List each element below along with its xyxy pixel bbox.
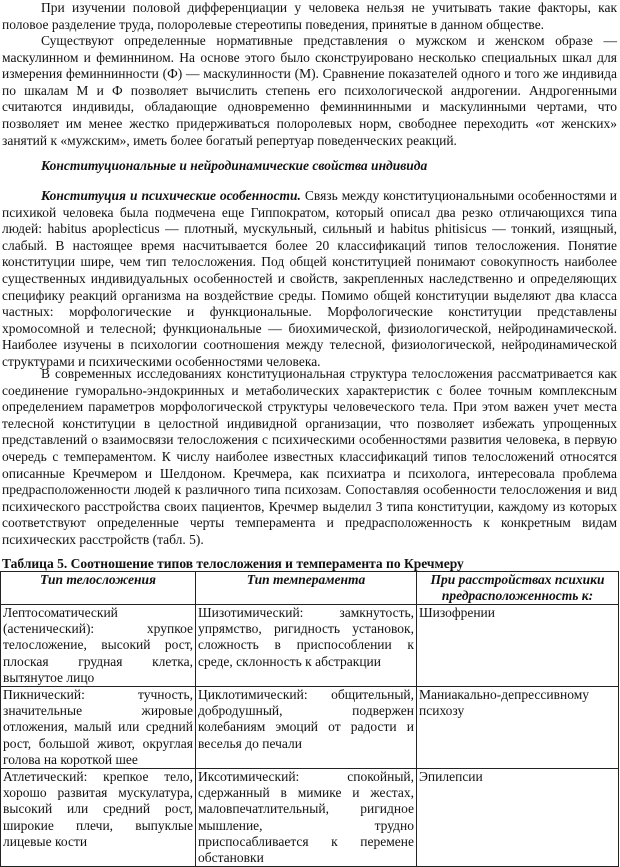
table-cell: Иксотимический: спокойный, сдержанный в мимике и жестах, маловпечатлительный, ригидное мышление, трудно приспосабливается к перемене обстановки: [196, 769, 417, 867]
table-row: [1, 687, 619, 769]
table-header-row: [1, 572, 619, 605]
paragraph-masculinity-femininity: Существуют определенные нормативные представления о мужском и женском образе — маскулинном и феминнином. На основе этого было сконструировано несколько специальных шкал для измерения феминнинности (Ф) — маскулинности (М). Сравнение показателей одного и того же индивида по шкалам М и Ф позволяет вычислить степень его психологической андрогении. Андрогенными считаются индивиды, обладающие одновременно феминнинными и маскулинными чертами, что позволяет им менее жестко придерживаться полоролевых норм, свободнее переходить «от женских» занятий к «мужским», иметь более богатый репертуар поведенческих реакций.: [2, 33, 617, 148]
paragraph-kretschmer: В современных исследованиях конституциональная структура телосложения рассматривается как соединение гуморально-эндокринных и метаболических характеристик с более точным комплексным определением параметров морфологической структуры человеческого тела. При этом важен учет места телесной конституции в целостной индивидной организации, что позволяет избежать упрощенных представлений о взаимосвязи телосложения с психическими особенностями развития человека, в первую очередь с темпераментом. К числу наиболее известных классификаций типов телосложений относятся описанные Кречмером и Шелдоном. Кречмера, как психиатра и психолога, интересовала проблема предрасположенности людей к различного типа психозам. Сопоставляя особенности телосложения и вид психического расстройства своих пациентов, Кречмер выделил 3 типа конституции, каждому из которых соответствуют определенные черты темперамента и предрасположенность к конкретным видам психических расстройств (табл. 5).: [2, 366, 617, 547]
paragraph-body: Связь между конституциональными особенностями и психикой человека была подмечена еще Гиппократом, который описал два резко отличающихся типа людей: habitus apoplecticus — плотный, мускульный, сильный и habitus phitisicus — тонкий, изящный, слабый. В настоящее время насчитывается более 20 классификаций типов телосложения. Понятие конституции шире, чем тип телосложения. Под общей конституцией понимают совокупность наиболее существенных индивидуальных особенностей и свойств, закрепленных наследственно и определяющих специфику реакций организма на воздействие среды. Помимо общей конституции выделяют два класса частных: морфологические и функциональные. Морфологические конституции представлены хромосомной и телесной; функциональные — биохимической, физиологической, нейродинамической. Наиболее изучены в психологии соотношения между телесной, физиологической, нейродинамической структурами и психическими особенностями человека.: [2, 188, 617, 369]
table-cell: Пикнический: тучность, значительные жировые отложения, малый или средний рост, большой живот, округлая голова на короткой шее: [1, 687, 196, 769]
table-cell: Шизотимический: замкнутость, упрямство, ригидность установок, сложность в приспособлении к среде, склонность к абстракции: [196, 605, 417, 687]
header-predisposition: При расстройствах психики предрасположенность к:: [417, 572, 619, 605]
table-cell: Шизофрении: [417, 605, 619, 687]
table-cell: Лептосоматический (астенический): хрупкое телосложение, высокий рост, плоская грудная клетка, вытянутое лицо: [1, 605, 196, 687]
table-cell: Эпилепсии: [417, 769, 619, 867]
paragraph-lead: Конституция и психические особенности.: [41, 188, 301, 203]
table-cell: Циклотимический: общительный, добродушный, подвержен колебаниям эмоций от радости и веселья до печали: [196, 687, 417, 769]
paragraph-gender-differentiation: При изучении половой дифференциации у человека нельзя не учитывать такие факторы, как половое разделение труда, полоролевые стереотипы поведения, принятые в данном обществе.: [2, 0, 617, 32]
section-heading: Конституциональные и нейродинамические свойства индивида: [41, 158, 428, 173]
header-temperament-type: Тип темперамента: [196, 572, 417, 605]
table-cell: Атлетический: крепкое тело, хорошо развитая мускулатура, высокий или средний рост, широкие плечи, выпуклые лицевые кости: [1, 769, 196, 867]
table-cell: Маниакально-депрессивному психозу: [417, 687, 619, 769]
header-body-type: Тип телосложения: [1, 572, 196, 605]
kretschmer-table: [0, 571, 619, 867]
paragraph-constitution: [0, 188, 617, 371]
table-row: [1, 769, 619, 867]
table-row: [1, 605, 619, 687]
table-caption: Таблица 5. Соотношение типов телосложения и темперамента по Кречмеру: [2, 556, 464, 571]
